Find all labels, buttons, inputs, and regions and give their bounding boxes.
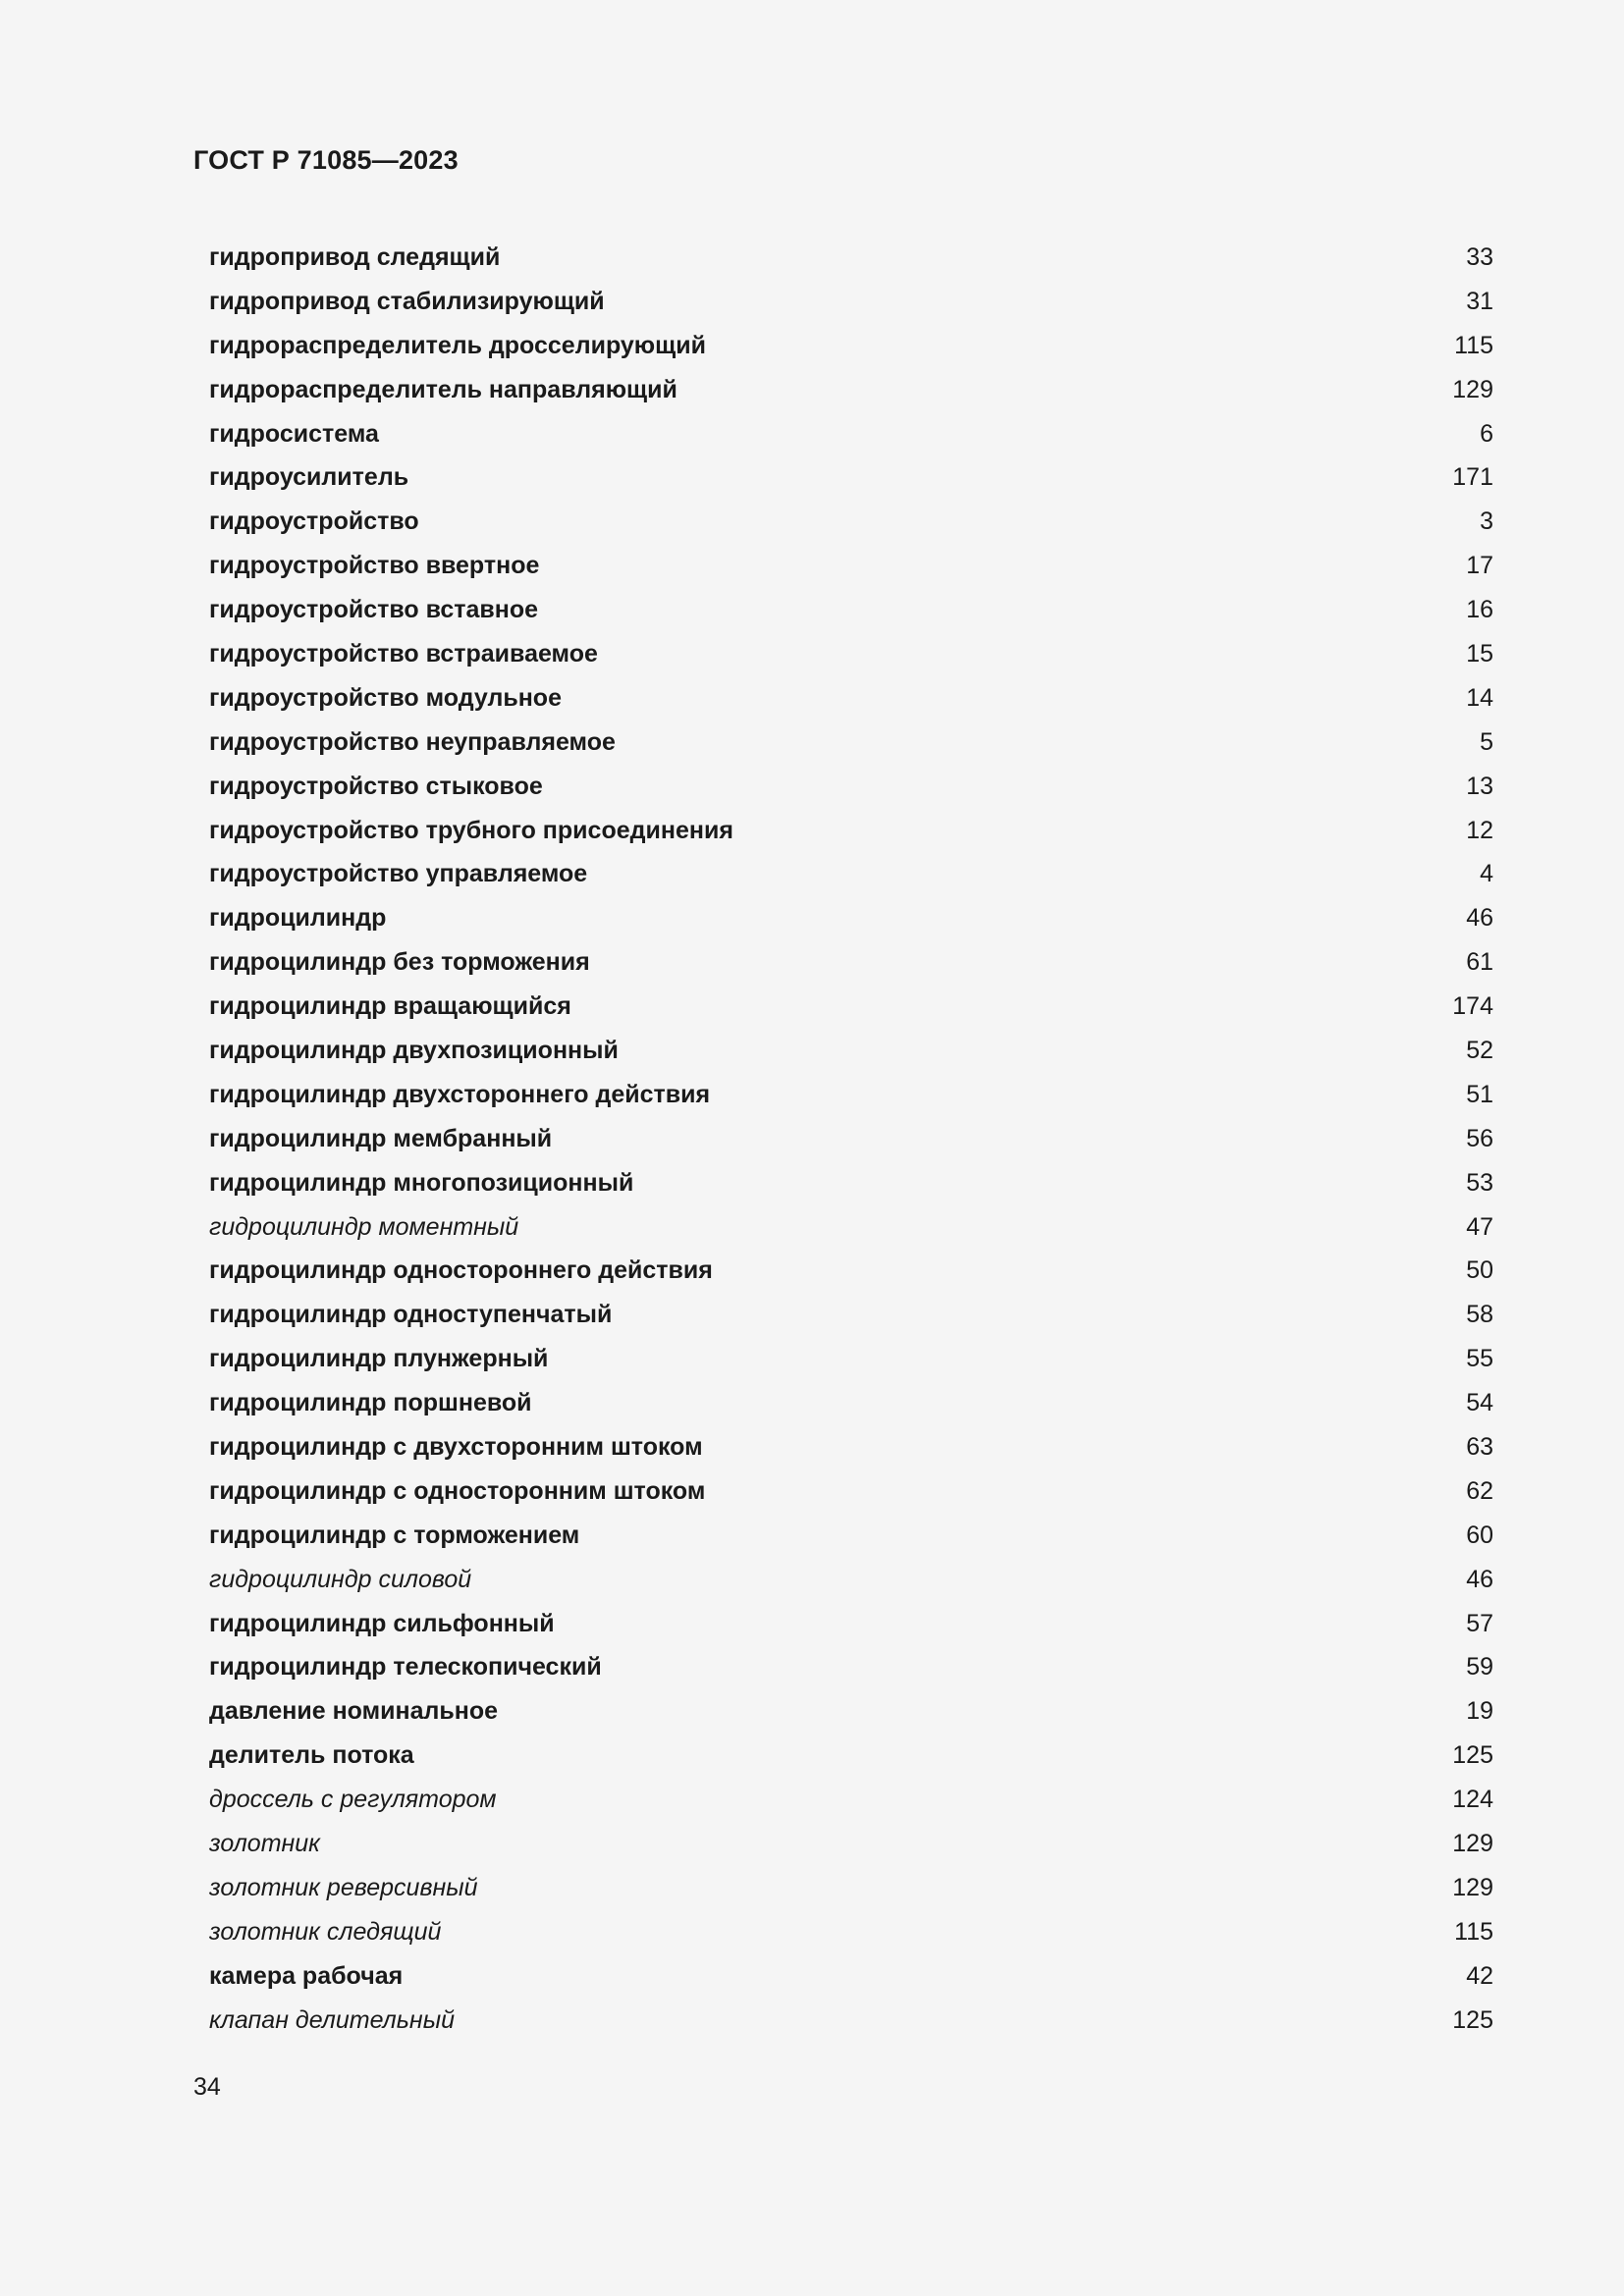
index-term: гидроцилиндр двухпозиционный (209, 1036, 619, 1064)
index-entry (209, 324, 1493, 368)
index-entry (209, 1866, 1493, 1910)
index-entry (209, 1734, 1493, 1778)
index-term: гидроцилиндр без торможения (209, 948, 590, 977)
index-term-number: 62 (1466, 1476, 1493, 1505)
index-entry (209, 1514, 1493, 1558)
index-term: гидроустройство трубного присоединения (209, 816, 733, 844)
index-term-number: 129 (1452, 375, 1493, 403)
index-entry (209, 985, 1493, 1029)
index-term-number: 15 (1466, 639, 1493, 667)
index-term-number: 125 (1452, 2005, 1493, 2034)
index-entry (209, 1822, 1493, 1866)
index-entry (209, 280, 1493, 324)
index-entry (209, 1205, 1493, 1250)
index-term: гидропривод стабилизирующий (209, 287, 605, 315)
index-term-synonym: золотник следящий (209, 1917, 442, 1946)
index-term-synonym: золотник (209, 1830, 320, 1857)
index-term: гидроусилитель (209, 463, 409, 492)
index-term-number: 54 (1466, 1389, 1493, 1417)
index-term-number: 56 (1466, 1124, 1493, 1152)
index-term: гидроцилиндр с односторонним штоком (209, 1476, 706, 1505)
index-entry (209, 1293, 1493, 1337)
index-entry (209, 1381, 1493, 1425)
index-term-number: 33 (1466, 242, 1493, 271)
index-term-number: 129 (1452, 1873, 1493, 1901)
index-term-number: 47 (1466, 1212, 1493, 1241)
index-term: гидроцилиндр с торможением (209, 1521, 580, 1549)
index-term: гидроцилиндр (209, 904, 387, 933)
index-entry (209, 1161, 1493, 1205)
index-entry (209, 940, 1493, 985)
index-entry (209, 721, 1493, 765)
index-term-number: 171 (1452, 463, 1493, 492)
index-term: гидроцилиндр одностороннего действия (209, 1256, 713, 1285)
index-term-number: 61 (1466, 948, 1493, 977)
index-term-number: 125 (1452, 1741, 1493, 1770)
index-term: гидроустройство (209, 507, 419, 536)
index-entry (209, 1954, 1493, 1999)
index-term-number: 3 (1480, 507, 1493, 536)
index-term-number: 12 (1466, 816, 1493, 844)
index-term: гидроцилиндр телескопический (209, 1653, 602, 1682)
index-term-number: 16 (1466, 596, 1493, 624)
page-number: 34 (193, 2073, 221, 2101)
index-entry (209, 1646, 1493, 1690)
index-term-number: 60 (1466, 1521, 1493, 1549)
index-term-number: 129 (1452, 1830, 1493, 1857)
index-term: гидроцилиндр плунжерный (209, 1345, 549, 1373)
index-term: делитель потока (209, 1741, 414, 1770)
index-term: гидропривод следящий (209, 242, 501, 271)
index-entry (209, 1602, 1493, 1646)
index-term: гидроцилиндр многопозиционный (209, 1168, 634, 1197)
index-entry (209, 1910, 1493, 1954)
index-entry (209, 1337, 1493, 1381)
index-term: гидроустройство управляемое (209, 860, 588, 888)
index-term-number: 53 (1466, 1168, 1493, 1197)
document-header: ГОСТ Р 71085—2023 (193, 145, 459, 175)
index-entry (209, 1425, 1493, 1469)
index-term-number: 52 (1466, 1036, 1493, 1064)
index-term: гидрораспределитель направляющий (209, 375, 677, 403)
index-entry (209, 588, 1493, 632)
index-term: гидрораспределитель дросселирующий (209, 331, 706, 359)
index-entry (209, 1778, 1493, 1822)
index-term-number: 17 (1466, 552, 1493, 580)
index-entry (209, 809, 1493, 853)
index-entry (209, 1073, 1493, 1117)
index-term-number: 59 (1466, 1653, 1493, 1682)
index-term-number: 50 (1466, 1256, 1493, 1285)
index-term: гидроцилиндр вращающийся (209, 992, 571, 1021)
index-term-number: 174 (1452, 992, 1493, 1021)
index-term: гидроустройство модульное (209, 683, 562, 712)
index-entry (209, 1117, 1493, 1161)
index-term-synonym: гидроцилиндр моментный (209, 1212, 519, 1241)
index-term-number: 6 (1480, 419, 1493, 448)
index-term-number: 5 (1480, 727, 1493, 756)
alphabetical-index (209, 236, 1493, 2043)
index-entry (209, 412, 1493, 456)
index-term-number: 115 (1454, 1917, 1493, 1946)
index-term: гидроцилиндр с двухсторонним штоком (209, 1432, 703, 1461)
index-term-number: 51 (1466, 1080, 1493, 1108)
index-term-number: 14 (1466, 683, 1493, 712)
index-term: гидроустройство вставное (209, 596, 539, 624)
index-entry (209, 500, 1493, 544)
index-term: гидросистема (209, 419, 379, 448)
index-term-number: 124 (1452, 1786, 1493, 1814)
index-entry (209, 1999, 1493, 2043)
index-term-number: 13 (1466, 772, 1493, 800)
index-term: гидроустройство встраиваемое (209, 639, 598, 667)
index-entry (209, 1689, 1493, 1734)
index-entry (209, 896, 1493, 940)
index-term: гидроустройство ввертное (209, 552, 540, 580)
index-term: гидроцилиндр поршневой (209, 1389, 532, 1417)
index-entry (209, 676, 1493, 721)
index-entry (209, 236, 1493, 280)
index-entry (209, 632, 1493, 676)
index-term-synonym: гидроцилиндр силовой (209, 1565, 472, 1593)
index-term: гидроцилиндр мембранный (209, 1124, 553, 1152)
index-term-synonym: дроссель с регулятором (209, 1786, 497, 1814)
index-term-number: 42 (1466, 1961, 1493, 1990)
index-term-number: 55 (1466, 1345, 1493, 1373)
index-term-number: 19 (1466, 1697, 1493, 1726)
index-entry (209, 1558, 1493, 1602)
index-term: гидроустройство стыковое (209, 772, 543, 800)
index-entry (209, 455, 1493, 500)
index-term-number: 57 (1466, 1609, 1493, 1637)
index-entry (209, 368, 1493, 412)
index-entry (209, 1469, 1493, 1514)
index-term-number: 63 (1466, 1432, 1493, 1461)
index-term: камера рабочая (209, 1961, 404, 1990)
index-term-number: 46 (1466, 904, 1493, 933)
index-term: гидроцилиндр одноступенчатый (209, 1301, 613, 1329)
index-term: давление номинальное (209, 1697, 499, 1726)
index-entry (209, 765, 1493, 809)
index-entry (209, 1249, 1493, 1293)
index-term-number: 46 (1466, 1565, 1493, 1593)
index-term-number: 31 (1466, 287, 1493, 315)
index-term-synonym: золотник реверсивный (209, 1873, 478, 1901)
index-term: гидроцилиндр сильфонный (209, 1609, 555, 1637)
index-entry (209, 544, 1493, 588)
index-term-number: 115 (1454, 331, 1493, 359)
index-term: гидроцилиндр двухстороннего действия (209, 1080, 711, 1108)
index-term-number: 58 (1466, 1301, 1493, 1329)
index-term-synonym: клапан делительный (209, 2005, 455, 2034)
index-term: гидроустройство неуправляемое (209, 727, 616, 756)
index-entry (209, 1029, 1493, 1073)
index-entry (209, 852, 1493, 896)
index-term-number: 4 (1480, 860, 1493, 888)
